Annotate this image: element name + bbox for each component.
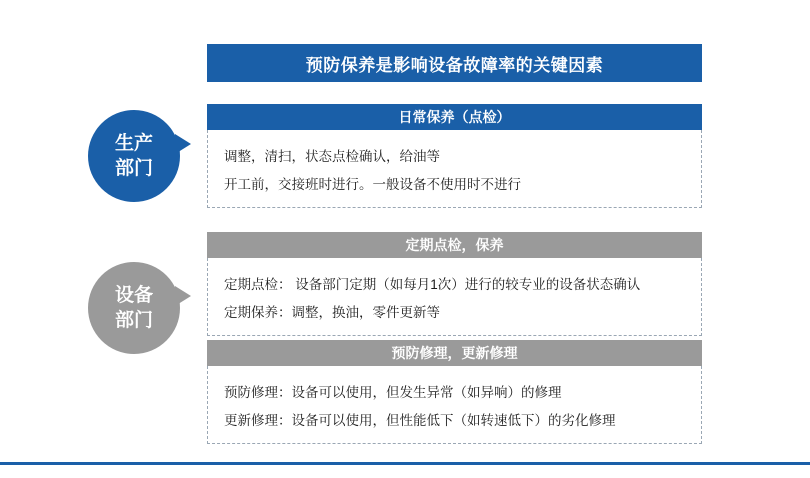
section-daily-maintenance bbox=[207, 104, 702, 208]
section-periodic-header: 定期点检，保养 bbox=[207, 232, 702, 258]
section-repair-line-1: 预防修理：设备可以使用，但发生异常（如异响）的修理 bbox=[224, 385, 562, 400]
section-periodic-inspection bbox=[207, 232, 702, 336]
badge-equipment-line2: 部门 bbox=[114, 310, 153, 331]
page-title: 预防保养是影响设备故障率的关键因素 bbox=[207, 44, 702, 82]
badge-production-pointer-icon bbox=[175, 134, 191, 154]
section-periodic-body bbox=[207, 258, 702, 336]
section-repair-header: 预防修理，更新修理 bbox=[207, 340, 702, 366]
section-daily-body bbox=[207, 130, 702, 208]
section-repair-body bbox=[207, 366, 702, 444]
section-daily-header: 日常保养（点检） bbox=[207, 104, 702, 130]
section-daily-line-2: 开工前，交接班时进行。一般设备不使用时不进行 bbox=[224, 177, 521, 192]
section-periodic-line-2: 定期保养：调整，换油，零件更新等 bbox=[224, 305, 440, 320]
badge-equipment-department bbox=[88, 262, 180, 354]
section-periodic-line-1: 定期点检： 设备部门定期（如每月1次）进行的较专业的设备状态确认 bbox=[224, 277, 641, 292]
section-daily-line-1: 调整，清扫，状态点检确认，给油等 bbox=[224, 149, 440, 164]
section-preventive-repair bbox=[207, 340, 702, 444]
badge-equipment-line1: 设备 bbox=[114, 285, 153, 306]
badge-production-department bbox=[88, 110, 180, 202]
badge-production-line1: 生产 bbox=[114, 133, 153, 154]
bottom-divider bbox=[0, 462, 810, 465]
badge-production-line2: 部门 bbox=[114, 158, 153, 179]
badge-equipment-pointer-icon bbox=[175, 286, 191, 306]
section-repair-line-2: 更新修理：设备可以使用，但性能低下（如转速低下）的劣化修理 bbox=[224, 413, 616, 428]
